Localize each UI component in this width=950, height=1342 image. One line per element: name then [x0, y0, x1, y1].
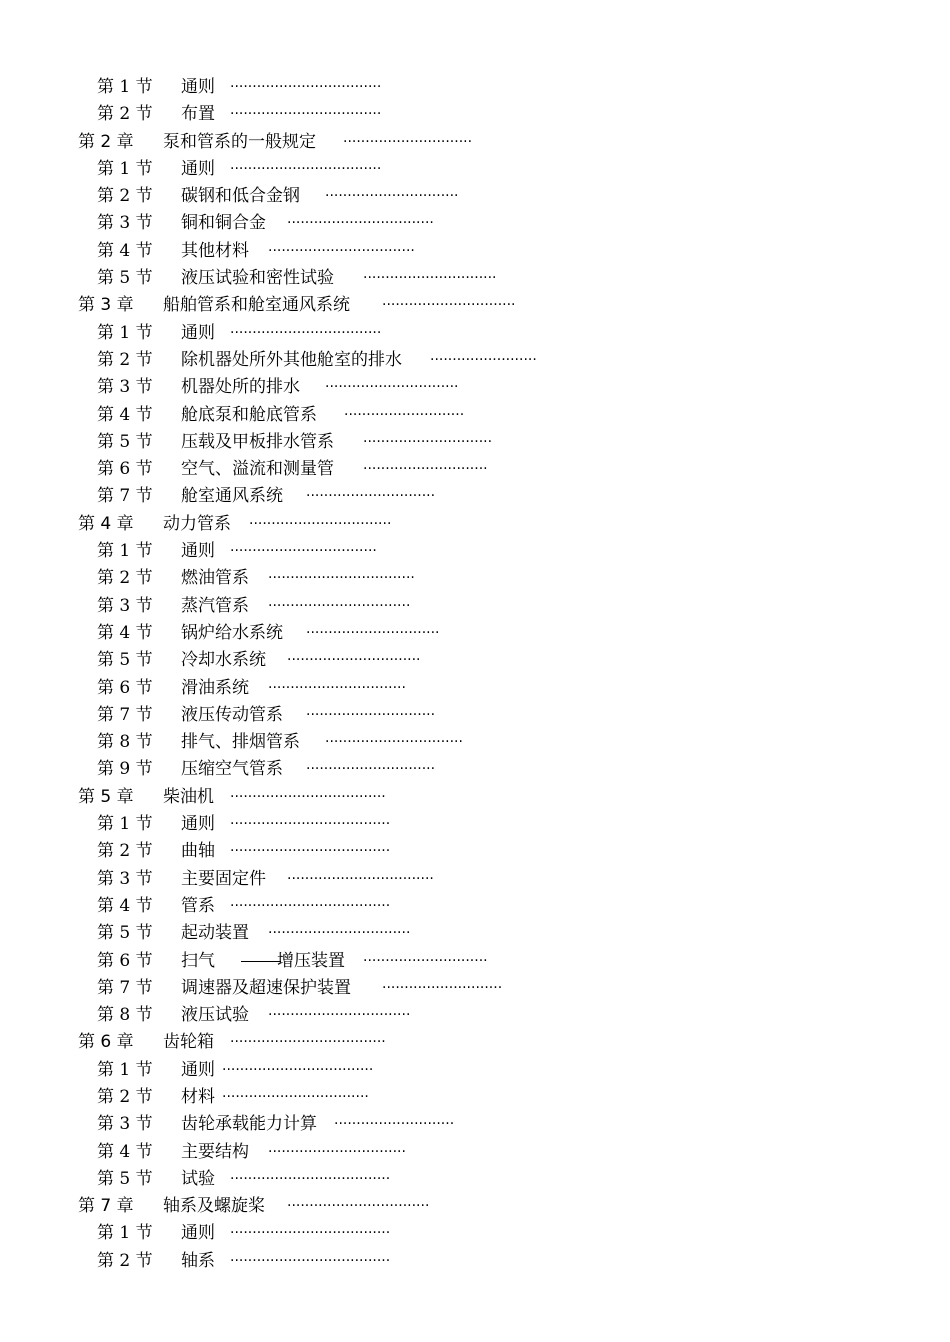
toc-section-row	[0, 210, 950, 237]
section-number: 第 4 节	[97, 240, 153, 261]
dot-leader: ································	[268, 925, 411, 942]
section-number: 第 2 节	[97, 349, 153, 370]
toc-section-row	[0, 838, 950, 865]
toc-section-row	[0, 1139, 950, 1166]
toc-chapter-row	[0, 1193, 950, 1220]
section-number: 第 5 节	[97, 1168, 153, 1189]
dot-leader: ·····························	[306, 488, 436, 505]
dot-leader: ····································	[230, 1170, 391, 1187]
dot-leader: ······························	[306, 624, 440, 641]
section-number: 第 5 节	[97, 923, 153, 944]
chapter-title: 柴油机	[163, 786, 214, 807]
section-number: 第 3 节	[97, 595, 153, 616]
chapter-title: 船舶管系和舱室通风系统	[163, 295, 350, 316]
dot-leader: ······························	[363, 270, 497, 287]
dot-leader: ·································	[268, 242, 415, 259]
chapter-number: 第 6 章	[78, 1032, 134, 1053]
section-title: 排气、排烟管系	[181, 732, 300, 753]
section-title: 冷却水系统	[181, 650, 266, 671]
toc-section-row	[0, 320, 950, 347]
dot-leader: ···································	[230, 1034, 386, 1051]
toc-section-row	[0, 811, 950, 838]
section-title: 压缩空气管系	[181, 759, 283, 780]
toc-chapter-row	[0, 784, 950, 811]
dot-leader: ··································	[230, 79, 382, 95]
chapter-title: 齿轮箱	[163, 1032, 214, 1053]
dot-leader: ······························	[325, 188, 459, 205]
dot-leader: ·································	[222, 1088, 369, 1105]
section-title: 其他材料	[181, 240, 249, 261]
section-number: 第 6 节	[97, 459, 153, 480]
toc-section-row	[0, 1057, 950, 1084]
section-title: 空气、溢流和测量管	[181, 459, 334, 480]
toc-section-row	[0, 565, 950, 592]
section-number: 第 5 节	[97, 268, 153, 289]
dot-leader: ··································	[222, 1061, 374, 1078]
section-number: 第 2 节	[97, 568, 153, 589]
toc-section-row	[0, 920, 950, 947]
toc-section-row	[0, 1084, 950, 1111]
section-number: 第 1 节	[97, 1223, 153, 1244]
section-number: 第 4 节	[97, 404, 153, 425]
section-number: 第 5 节	[97, 650, 153, 671]
dot-leader: ································	[249, 515, 392, 532]
toc-section-row	[0, 729, 950, 756]
section-title: 通则	[181, 1059, 215, 1080]
section-number: 第 1 节	[97, 1059, 153, 1080]
chapter-number: 第 2 章	[78, 131, 134, 152]
dot-leader: ································	[268, 1007, 411, 1024]
dot-leader: ·································	[268, 570, 415, 587]
toc-section-row	[0, 1166, 950, 1193]
chapter-title: 轴系及螺旋桨	[163, 1196, 265, 1217]
dot-leader: ·······························	[268, 1143, 406, 1160]
dot-leader: ························	[430, 351, 537, 368]
section-title: 通则	[181, 814, 215, 835]
toc-section-row	[0, 265, 950, 292]
section-number: 第 7 节	[97, 704, 153, 725]
toc-section-row	[0, 156, 950, 183]
toc-section-row	[0, 893, 950, 920]
section-title: 液压试验和密性试验	[181, 268, 334, 289]
section-title: 通则	[181, 158, 215, 179]
section-title: 曲轴	[181, 841, 215, 862]
dot-leader: ··································	[230, 160, 382, 177]
chapter-number: 第 3 章	[78, 295, 134, 316]
toc-section-row	[0, 74, 950, 101]
toc-section-row	[0, 402, 950, 429]
section-number: 第 1 节	[97, 541, 153, 562]
toc-section-row	[0, 1002, 950, 1029]
toc-section-row	[0, 675, 950, 702]
section-title: 调速器及超速保护装置	[181, 977, 351, 998]
section-number: 第 4 节	[97, 895, 153, 916]
section-title: 通则	[181, 1223, 215, 1244]
section-number: 第 3 节	[97, 868, 153, 889]
section-number: 第 8 节	[97, 732, 153, 753]
chapter-title: 泵和管系的一般规定	[163, 131, 316, 152]
dot-leader: ····························	[363, 952, 488, 969]
dot-leader: ····································	[230, 1225, 391, 1242]
section-number: 第 1 节	[97, 77, 153, 97]
section-title: 通则	[181, 322, 215, 343]
section-number: 第 7 节	[97, 486, 153, 507]
section-title: 蒸汽管系	[181, 595, 249, 616]
dot-leader: ····································	[230, 843, 391, 860]
section-title: 材料	[181, 1086, 215, 1107]
dot-leader: ·····························	[306, 706, 436, 723]
toc-section-row	[0, 1220, 950, 1247]
section-title: 燃油管系	[181, 568, 249, 589]
toc-section-row	[0, 756, 950, 783]
section-number: 第 9 节	[97, 759, 153, 780]
dot-leader: ····························	[363, 461, 488, 478]
section-title: 锅炉给水系统	[181, 622, 283, 643]
section-title: 齿轮承载能力计算	[181, 1114, 317, 1135]
dot-leader: ·····························	[363, 433, 493, 450]
section-number: 第 4 节	[97, 1141, 153, 1162]
section-number: 第 2 节	[97, 186, 153, 207]
section-title: 主要结构	[181, 1141, 249, 1162]
dot-leader: ·····························	[306, 761, 436, 778]
dot-leader: ···························	[382, 979, 503, 996]
dot-leader: ····································	[230, 816, 391, 833]
section-title: 除机器处所外其他舱室的排水	[181, 349, 402, 370]
dot-leader: ·································	[287, 870, 434, 887]
toc-section-row	[0, 866, 950, 893]
section-title-continued: 增压装置	[277, 950, 345, 971]
section-number: 第 6 节	[97, 950, 153, 971]
toc-section-row	[0, 702, 950, 729]
dot-leader: ···························	[334, 1116, 455, 1133]
toc-chapter-row	[0, 1029, 950, 1056]
chapter-title: 动力管系	[163, 513, 231, 534]
dash-line	[241, 961, 281, 963]
section-number: 第 2 节	[97, 1086, 153, 1107]
section-number: 第 3 节	[97, 1114, 153, 1135]
toc-section-row	[0, 975, 950, 1002]
section-title: 布置	[181, 104, 215, 125]
section-title: 滑油系统	[181, 677, 249, 698]
dot-leader: ·····························	[343, 133, 473, 150]
section-number: 第 8 节	[97, 1005, 153, 1026]
section-number: 第 4 节	[97, 622, 153, 643]
section-title: 液压试验	[181, 1005, 249, 1026]
section-title: 碳钢和低合金钢	[181, 186, 300, 207]
dot-leader: ·······························	[268, 679, 406, 696]
section-title: 舱底泵和舱底管系	[181, 404, 317, 425]
chapter-number: 第 7 章	[78, 1196, 134, 1217]
toc-section-row	[0, 1111, 950, 1138]
section-title: 压载及甲板排水管系	[181, 431, 334, 452]
toc-section-row	[0, 948, 950, 975]
toc-section-row	[0, 238, 950, 265]
section-number: 第 1 节	[97, 158, 153, 179]
dot-leader: ······························	[325, 379, 459, 396]
dot-leader: ··································	[230, 324, 382, 341]
chapter-number: 第 4 章	[78, 513, 134, 534]
dot-leader: ······························	[287, 652, 421, 669]
section-number: 第 2 节	[97, 104, 153, 125]
dot-leader: ································	[287, 1198, 430, 1215]
toc-section-row	[0, 620, 950, 647]
chapter-number: 第 5 章	[78, 786, 134, 807]
toc-section-row	[0, 456, 950, 483]
dot-leader: ·······························	[325, 734, 463, 751]
toc-section-row	[0, 347, 950, 374]
section-title: 液压传动管系	[181, 704, 283, 725]
section-number: 第 2 节	[97, 1250, 153, 1271]
section-number: 第 3 节	[97, 213, 153, 234]
section-title: 轴系	[181, 1250, 215, 1271]
dot-leader: ···························	[344, 406, 465, 423]
section-number: 第 5 节	[97, 431, 153, 452]
toc-section-row	[0, 647, 950, 674]
section-title: 舱室通风系统	[181, 486, 283, 507]
toc-section-row	[0, 538, 950, 565]
table-of-contents	[0, 74, 950, 1275]
section-number: 第 7 节	[97, 977, 153, 998]
toc-chapter-row	[0, 129, 950, 156]
dot-leader: ····································	[230, 1252, 391, 1269]
section-title: 机器处所的排水	[181, 377, 300, 398]
toc-chapter-row	[0, 511, 950, 538]
section-title: 通则	[181, 541, 215, 562]
section-number: 第 3 节	[97, 377, 153, 398]
section-title: 扫气	[181, 950, 215, 971]
section-title: 起动装置	[181, 923, 249, 944]
dot-leader: ····································	[230, 897, 391, 914]
section-number: 第 1 节	[97, 814, 153, 835]
toc-section-row	[0, 101, 950, 128]
dot-leader: ···································	[230, 788, 386, 805]
dot-leader: ··································	[230, 106, 382, 123]
section-title: 试验	[181, 1168, 215, 1189]
dot-leader: ······························	[382, 297, 516, 314]
toc-chapter-row	[0, 292, 950, 319]
dot-leader: ·································	[230, 543, 377, 560]
toc-section-row	[0, 483, 950, 510]
section-title: 铜和铜合金	[181, 213, 266, 234]
dot-leader: ································	[268, 597, 411, 614]
section-number: 第 2 节	[97, 841, 153, 862]
section-title: 通则	[181, 77, 215, 97]
toc-section-row	[0, 374, 950, 401]
section-title: 管系	[181, 895, 215, 916]
toc-section-row	[0, 183, 950, 210]
section-number: 第 6 节	[97, 677, 153, 698]
toc-section-row	[0, 429, 950, 456]
toc-section-row	[0, 593, 950, 620]
section-number: 第 1 节	[97, 322, 153, 343]
toc-section-row	[0, 1248, 950, 1275]
section-title: 主要固定件	[181, 868, 266, 889]
dot-leader: ·································	[287, 215, 434, 232]
